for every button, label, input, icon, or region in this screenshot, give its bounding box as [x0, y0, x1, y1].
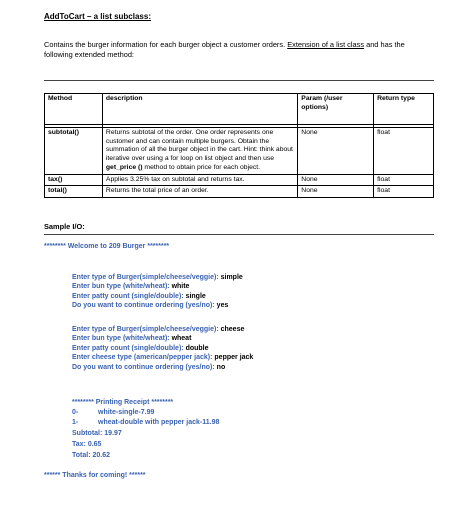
- method-param: None: [298, 128, 374, 175]
- io-answer: white: [171, 283, 190, 291]
- receipt-item-text: wheat-double with pepper jack-11.98: [98, 419, 220, 426]
- io-answer: no: [216, 363, 226, 371]
- receipt-item: [72, 408, 154, 417]
- method-return-type: float: [374, 186, 434, 198]
- receipt-tax: Tax: 0.65: [72, 441, 102, 448]
- receipt-item-index: 0-: [72, 409, 79, 416]
- welcome-banner: ******** Welcome to 209 Burger ********: [44, 243, 170, 250]
- io-answer: cheese: [220, 326, 245, 333]
- io-prompt: Enter patty count (single/double):: [72, 292, 186, 300]
- intro-paragraph: [44, 40, 434, 60]
- intro-text-end: and has the following extended method:: [44, 40, 405, 59]
- header-method: Method: [45, 94, 103, 125]
- method-return-type: float: [374, 128, 434, 175]
- io-line: [72, 282, 243, 291]
- io-prompt: Enter type of Burger(simple/cheese/veggie):: [72, 326, 221, 333]
- method-return-type: float: [374, 174, 434, 186]
- io-block-1: [72, 273, 243, 311]
- table-row: [45, 128, 434, 175]
- method-name: tax(): [45, 174, 103, 186]
- method-description: Applies 3.25% tax on subtotal and returns tax.: [102, 174, 297, 186]
- method-table: [44, 93, 434, 198]
- method-description: [102, 128, 297, 175]
- desc-text-end: method to obtain price for each object.: [142, 163, 261, 171]
- io-line: [72, 292, 243, 301]
- header-return-type: Return type: [374, 94, 434, 125]
- receipt-item-text: white-single-7.99: [98, 409, 155, 416]
- desc-method-ref: get_price (): [105, 163, 143, 171]
- top-divider: [44, 80, 434, 81]
- io-line: [72, 334, 253, 343]
- receipt-subtotal: Subtotal: 19.97: [72, 430, 122, 437]
- receipt-item-index: 1-: [72, 419, 79, 426]
- desc-text: Returns subtotal of the order. One order represents one customer and can contain multiple burgers. Obtain the summation of all the burger object in the cart. Hint: think about iterative over using a for loop on list object and then use: [105, 129, 293, 163]
- io-line: [72, 363, 253, 372]
- table-row: [45, 174, 434, 186]
- table-row: [45, 186, 434, 198]
- thanks-banner: ****** Thanks for coming! ******: [44, 472, 146, 479]
- table-header-row: [45, 94, 434, 125]
- io-prompt: Do you want to continue ordering (yes/no):: [72, 302, 217, 310]
- receipt-total: Total: 20.62: [72, 452, 110, 459]
- io-prompt: Enter bun type (white/wheat):: [72, 335, 172, 343]
- io-prompt: Enter type of Burger(simple/cheese/veggie):: [72, 274, 221, 281]
- io-answer: double: [185, 344, 209, 352]
- header-description: description: [102, 94, 297, 125]
- io-prompt: Enter patty count (single/double):: [72, 344, 186, 352]
- method-param: None: [298, 174, 374, 186]
- header-param: Param (/user options): [298, 94, 374, 125]
- receipt-title: ******** Printing Receipt ********: [72, 399, 174, 406]
- io-line: [72, 301, 243, 310]
- intro-link-text: Extension of a list class: [287, 40, 365, 49]
- method-name: total(): [45, 186, 103, 198]
- receipt-item: [72, 418, 219, 427]
- io-answer: simple: [220, 274, 243, 281]
- method-name: subtotal(): [45, 128, 103, 175]
- io-prompt: Enter bun type (white/wheat):: [72, 283, 172, 291]
- io-prompt: Do you want to continue ordering (yes/no):: [72, 363, 217, 371]
- io-line: [72, 344, 253, 353]
- io-answer: yes: [216, 302, 229, 310]
- io-answer: wheat: [171, 335, 192, 343]
- io-line: [72, 353, 253, 362]
- sample-io-label: Sample I/O:: [44, 222, 85, 231]
- io-answer: single: [185, 292, 206, 300]
- section-heading: AddToCart – a list subclass:: [44, 12, 151, 21]
- io-answer: pepper jack: [214, 354, 254, 362]
- intro-text-start: Contains the burger information for each burger object a customer orders.: [44, 40, 288, 49]
- method-description: Returns the total price of an order.: [102, 186, 297, 198]
- io-prompt: Enter cheese type (american/pepper jack):: [72, 354, 215, 362]
- method-param: None: [298, 186, 374, 198]
- io-block-2: [72, 325, 253, 372]
- io-line: [72, 325, 253, 334]
- sample-divider: [44, 234, 434, 235]
- io-line: [72, 273, 243, 282]
